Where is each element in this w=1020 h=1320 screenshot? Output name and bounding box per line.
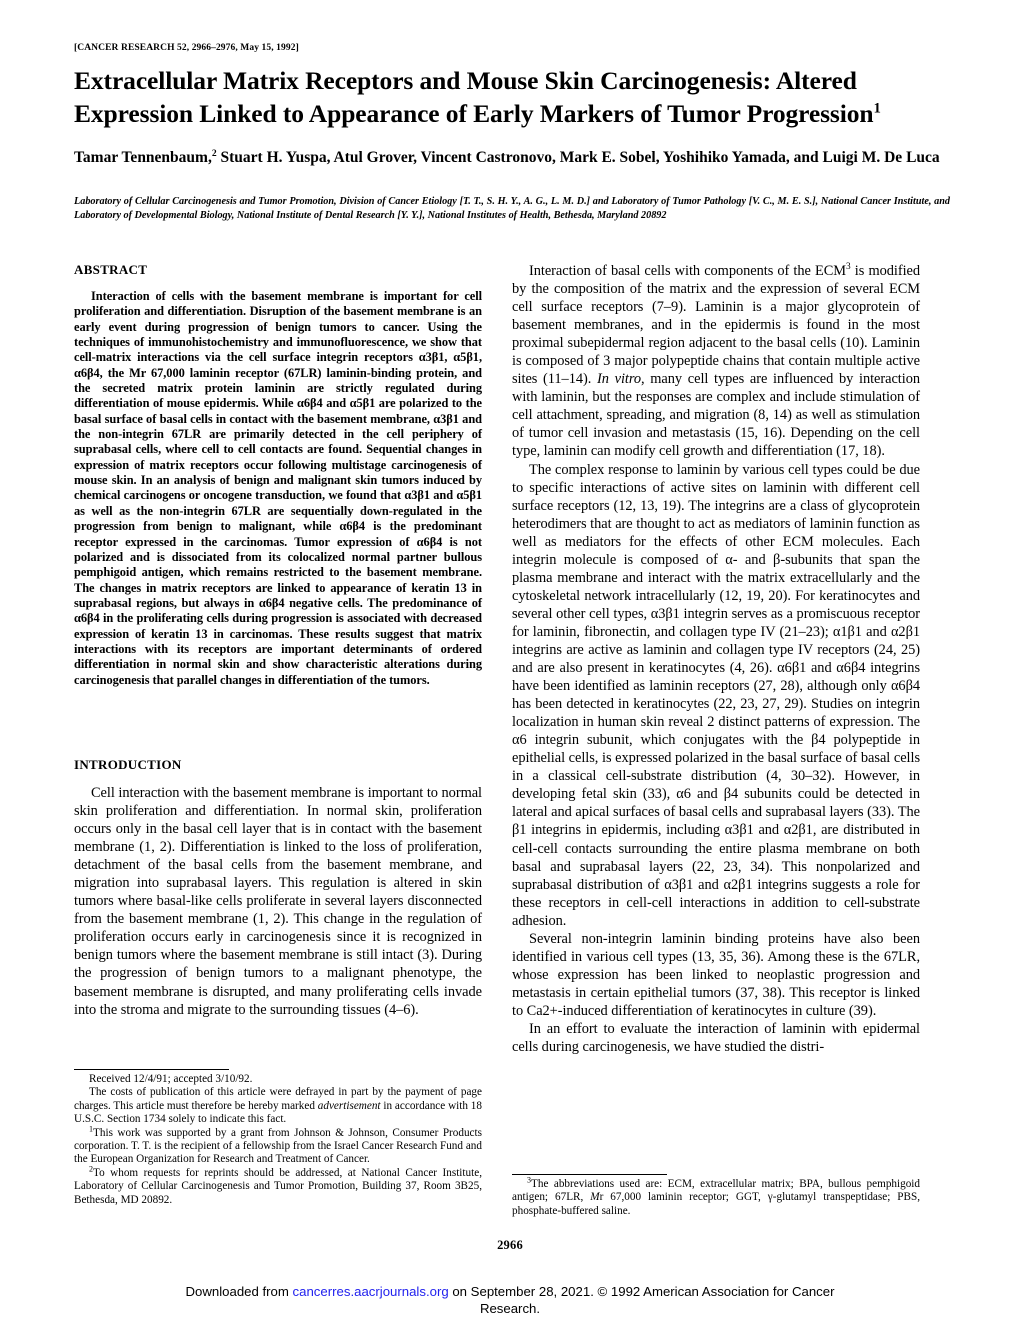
introduction-paragraph-1: Cell interaction with the basement membrane is important to normal skin proliferation and differentiation. In normal skin, proliferation occurs only in the basal cell layer that is in contact with the basement membrane (1, 2). Differentiation is linked to the loss of proliferation, detachment of the basal cells from the basement membrane, and migration into suprabasal layers. This regulation is altered in skin tumors where basal-like cells proliferate in several layers disconnected from the basement membrane (1, 2). This change in the regulation of proliferation occurs early in carcinogenesis since it is recognized in benign tumors where the basement membrane is still intact (3). During the progression of benign tumors to a malignant phenotype, the basement membrane is disrupted, and many proliferating cells invade into the stroma and migrate to the surrounding tissues (4–6). <box>74 785 482 1018</box>
introduction-section <box>74 757 482 1019</box>
right-p1-tail: , many cell types are influenced by interaction with laminin, but the responses are complex and include stimulation of cell attachment, spreading, and migration (8, 14) as well as stimulation of tumor cell invasion and metastasis (15, 16). Depending on the cell type, laminin can modify cell growth and differentiation (17, 18). <box>512 371 920 460</box>
right-p1-italic: In vitro <box>597 371 642 388</box>
footer-pre-link: Downloaded from <box>185 1284 293 1299</box>
footnote-costs-pre: The costs of publication of this article were defrayed in part by the payment of page charges. This article must therefore be hereby marked <box>74 1086 482 1112</box>
footnote-1-marker: 1 <box>89 1123 94 1133</box>
introduction-heading: INTRODUCTION <box>74 757 182 772</box>
footnote-1 <box>74 1123 482 1167</box>
footnote-3-post: r 67,000 laminin receptor; GGT, γ-glutamyl transpeptidase; PBS, phosphate-buffered saline. <box>512 1191 920 1217</box>
footer-line-2: Research. <box>479 1301 541 1316</box>
left-column <box>74 262 482 688</box>
footnote-divider-right <box>512 1174 667 1175</box>
footnote-3 <box>512 1175 920 1218</box>
footnote-3-marker: 3 <box>527 1175 532 1185</box>
title-line-2-text: Expression Linked to Appearance of Early Markers of Tumor Progression <box>74 99 874 128</box>
footnote-costs-post: in accordance with 18 U.S.C. Section 1734 solely to indicate this fact. <box>74 1099 482 1126</box>
download-footer <box>0 1283 1020 1317</box>
left-column-footnotes <box>74 1063 482 1207</box>
author-list-post: Stuart H. Yuspa, Atul Grover, Vincent Castronovo, Mark E. Sobel, Yoshihiko Yamada, and Luigi M. De Luca <box>216 149 940 166</box>
footnote-costs-italic: advertisement <box>317 1099 381 1112</box>
journal-website-link[interactable]: cancerres.aacrjournals.org <box>292 1284 449 1299</box>
title-footnote-marker: 1 <box>873 100 881 117</box>
right-column-footnotes <box>512 1168 920 1218</box>
abstract-heading: ABSTRACT <box>74 262 148 277</box>
footnote-publication-costs <box>74 1086 482 1126</box>
right-p1-post: is modified by the composition of the matrix and the expression of several ECM cell surface receptors (7–9). Laminin is a major glycoprotein of basement membranes, and in the epidermis is found in the most proximal subepidermal region adjacent to the basal cells (10). Laminin is composed of 3 major polypeptide chains that contain multiple active sites (11–14). <box>512 263 920 388</box>
right-paragraph-1 <box>512 262 920 461</box>
author-footnote-marker: 2 <box>211 147 217 159</box>
author-affiliations: Laboratory of Cellular Carcinogenesis and Tumor Promotion, Division of Cancer Etiology [T. T., S. H. Y., A. G., L. M. D.] and Laboratory of Tumor Pathology [V. C., M. E. S.], National Cancer Institute, and Laboratory of Developmental Biology, National Institute of Dental Research [Y. Y.], National Institutes of Health, Bethesda, Maryland 20892 <box>74 196 950 222</box>
footer-line-1 <box>0 1283 1020 1300</box>
footnote-2 <box>74 1164 482 1207</box>
title-line-1: Extracellular Matrix Receptors and Mouse Skin Carcinogenesis: Altered <box>74 66 857 95</box>
footnote-3-italic: M <box>590 1191 600 1204</box>
footer-post-link: on September 28, 2021. © 1992 American Association for Cancer <box>448 1284 835 1299</box>
right-p1-pre: Interaction of basal cells with components of the ECM <box>529 263 847 279</box>
article-title <box>74 64 946 130</box>
footnote-1-text: This work was supported by a grant from Johnson & Johnson, Consumer Products corporation. T. T. is the recipient of a fellowship from the Israel Cancer Research Fund and the European Organization for Research and Treatment of Cancer. <box>74 1126 482 1166</box>
footnote-2-text: To whom requests for reprints should be addressed, at National Cancer Institute, Laboratory of Cellular Carcinogenesis and Tumor Promotion, Building 37, Room 3B25, Bethesda, MD 20892. <box>74 1166 482 1206</box>
footnote-2-marker: 2 <box>89 1164 94 1174</box>
abstract-paragraph: Interaction of cells with the basement membrane is important for cell proliferation and differentiation. Disruption of the basement membrane is an early event during progression of benign tumors to cancer. Using the techniques of immunohistochemistry and immunofluorescence, we show that cell-matrix interactions via the cell surface integrin receptors α3β1, α5β1, α6β4, the Mr 67,000 laminin receptor (67LR) laminin-binding protein, and the secreted matrix protein laminin are strictly regulated during differentiation of mouse epidermis. While α6β4 and α5β1 are polarized to the basal surface of basal cells in contact with the basement membrane, α3β1 and the non-integrin 67LR are primarily detected in the cell periphery of suprabasal cells, where cell to cell contacts are found. Sequential changes in expression of matrix receptors occur following multistage carcinogenesis of mouse skin. In an analysis of benign and malignant skin tumors induced by chemical carcinogens or oncogene transduction, we found that α3β1 and α5β1 as well as the non-integrin 67LR are sequentially down-regulated in the progression from benign to malignant, while α6β4 is the predominant receptor expressed in the carcinomas. Tumor expression of α6β4 is not polarized and is dissociated from its colocalized normal partner bullous pemphigoid antigen, which remains restricted to the basement membrane. The changes in matrix receptors are linked to appearance of keratin 13 in suprabasal regions, but always in α6β4 negative cells. The predominance of α6β4 in the proliferating cells during progression is associated with decreased expression of keratin 13 in carcinomas. These results suggest that matrix interactions with its receptors are important determinants of ordered differentiation in normal skin and show characteristic alterations during carcinogenesis that parallel changes in differentiation of the tumors. <box>74 289 482 687</box>
right-paragraph-3: Several non-integrin laminin binding proteins have also been identified in various cell types (13, 35, 36). Among these is the 67LR, whose expression has been linked to neoplastic progression and metastasis in certain epithelial tumors (37, 38). This receptor is linked to Ca2+-induced differentiation of keratinocytes in culture (39). <box>512 930 920 1019</box>
footnote-divider-left <box>74 1069 229 1070</box>
journal-running-head: [CANCER RESEARCH 52, 2966–2976, May 15, 1992] <box>74 43 299 53</box>
footnote-received: Received 12/4/91; accepted 3/10/92. <box>89 1073 253 1085</box>
author-list <box>74 147 946 169</box>
footnote-3-pre: The abbreviations used are: ECM, extracellular matrix; BPA, bullous pemphigoid antigen; 67LR, <box>512 1178 920 1204</box>
right-paragraph-2: The complex response to laminin by various cell types could be due to specific interactions of active sites on laminin with different cell surface receptors (12, 13, 19). The integrins are a class of glycoprotein heterodimers that are thought to act as mediators of laminin function as well as mediators for the effects of other ECM molecules. Each integrin molecule is composed of α- and β-subunits that span the plasma membrane and interact with the matrix extracellularly and the cytoskeletal network intracellularly (12, 19, 20). For keratinocytes and several other cell types, α3β1 integrin serves as a promiscuous receptor for laminin, fibronectin, and collagen type IV (21–23); α1β1 and α2β1 integrins are active as laminin and collagen type IV receptors (24, 25) and are also present in keratinocytes (4, 26). α6β1 and α6β4 integrins have been identified as laminin receptors (27, 28), although only α6β4 has been detected in keratinocytes (22, 23, 27, 29). Studies on integrin localization in human skin reveal 2 distinct patterns of expression. The α6 integrin subunit, which conjugates with the β4 polypeptide in epithelial cells, is expressed polarized in the basal surface of basal cells in a classical cell-substrate distribution (4, 30–32). However, in developing fetal skin (33), α6 and β4 subunits could be detected in lateral and apical surfaces of basal cells and suprabasal layers (33). The β1 integrins in epidermis, including α3β1 and α2β1, are distributed in cell-cell contacts surrounding the entire plasma membrane on both basal and suprabasal layers (22, 23, 34). This nonpolarized and suprabasal distribution of α3β1 and α2β1 integrins suggests a role for these receptors in cell-cell interactions in addition to cell-substrate adhesion. <box>512 461 920 929</box>
right-column <box>512 262 920 1056</box>
right-paragraph-4: In an effort to evaluate the interaction of laminin with epidermal cells during carcinogenesis, we have studied the distri- <box>512 1020 920 1056</box>
ecm-footnote-marker: 3 <box>846 262 851 273</box>
author-list-pre: Tamar Tennenbaum, <box>74 149 212 166</box>
page-number: 2966 <box>497 1238 523 1252</box>
title-line-2 <box>74 97 946 130</box>
